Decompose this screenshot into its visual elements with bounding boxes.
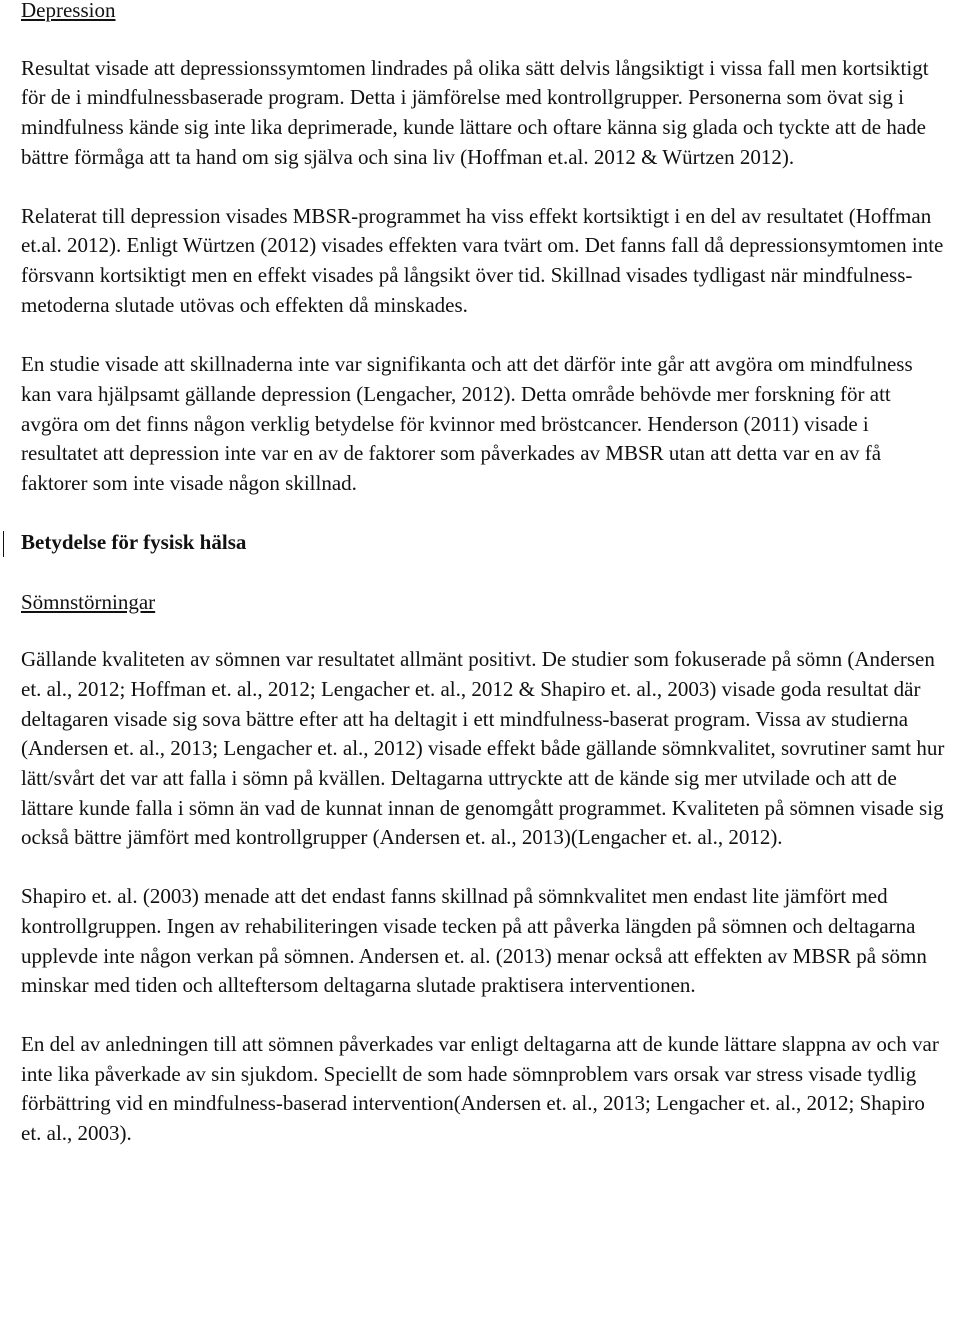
heading-sleep-disorders: Sömnstörningar — [21, 589, 156, 614]
document-page — [21, 0, 946, 1149]
heading-depression: Depression — [21, 0, 116, 22]
change-bar-marker — [3, 531, 4, 557]
paragraph-depression-significance: En studie visade att skillnaderna inte var signifikanta och att det därför inte går att avgöra om mindfulness kan vara hjälpsamt gällande depression (Lengacher, 2012). Detta område behövde mer forskning för att avgöra om det finns någon verklig betydelse för kvinnor med bröstcancer. Henderson (2011) visade i resultatet att depression inte var en av de faktorer som påverkades av MBSR utan att detta var en av få faktorer som inte visade någon skillnad. — [21, 352, 913, 496]
section-title-physical-health — [21, 528, 946, 558]
paragraph-depression-mbsr: Relaterat till depression visades MBSR-programmet ha viss effekt kortsiktigt i en del av resultatet (Hoffman et.al. 2012). Enligt Würtzen (2012) visades effekten vara tvärt om. Det fanns fall då depressionsymtomen inte försvann kortsiktigt men en effekt visades på långsikt över tid. Skillnad visades tydligast när mindfulness-metoderna slutade utövas och effekten då minskades. — [21, 203, 944, 317]
paragraph-sleep-quality: Gällande kvaliteten av sömnen var resultatet allmänt positivt. De studier som fokuserade på sömn (Andersen et. al., 2012; Hoffman et. al., 2012; Lengacher et. al., 2012 & Shapiro et. al., 2003) visade goda resultat där deltagaren visade sig sova bättre efter att ha deltagit i ett mindfulness-baserat program. Vissa av studierna (Andersen et. al., 2013; Lengacher et. al., 2012) visade effekt både gällande sömnkvalitet, sovrutiner samt hur lätt/svårt det var att falla i sömn på kvällen. Deltagarna uttryckte att de kände sig mer utvilade och att de lättare kunde falla i sömn än vad de kunnat innan de genomgått programmet. Kvaliteten på sömnen visade sig också bättre jämfört med kontrollgrupper (Andersen et. al., 2013)(Lengacher et. al., 2012). — [21, 647, 945, 850]
paragraph-depression-results: Resultat visade att depressionssymtomen lindrades på olika sätt delvis långsiktigt i vissa fall men kortsiktigt för de i mindfulnessbaserade program. Detta i jämförelse med kontrollgrupper. Personerna som övat sig i mindfulness kände sig inte lika deprimerade, kunde lättare och oftare känna sig glada och tyckte att de hade bättre förmåga att ta hand om sig själva och sina liv (Hoffman et.al. 2012 & Würtzen 2012). — [21, 55, 929, 169]
paragraph-sleep-shapiro: Shapiro et. al. (2003) menade att det endast fanns skillnad på sömnkvalitet men endast lite jämfört med kontrollgruppen. Ingen av rehabiliteringen visade tecken på att påverka längden på sömnen och deltagarna upplevde inte någon verkan på sömnen. Andersen et. al. (2013) menar också att effekten av MBSR på sömn minskar med tiden och allteftersom deltagarna slutade praktisera interventionen. — [21, 884, 927, 998]
paragraph-sleep-reasons: En del av anledningen till att sömnen påverkades var enligt deltagarna att de kunde lättare slappna av och var inte lika påverkade av sin sjukdom. Speciellt de som hade sömnproblem vars orsak var stress visade tydlig förbättring vid en mindfulness-baserad intervention(Andersen et. al., 2013; Lengacher et. al., 2012; Shapiro et. al., 2003). — [21, 1031, 939, 1146]
section-title-text: Betydelse för fysisk hälsa — [21, 529, 247, 554]
